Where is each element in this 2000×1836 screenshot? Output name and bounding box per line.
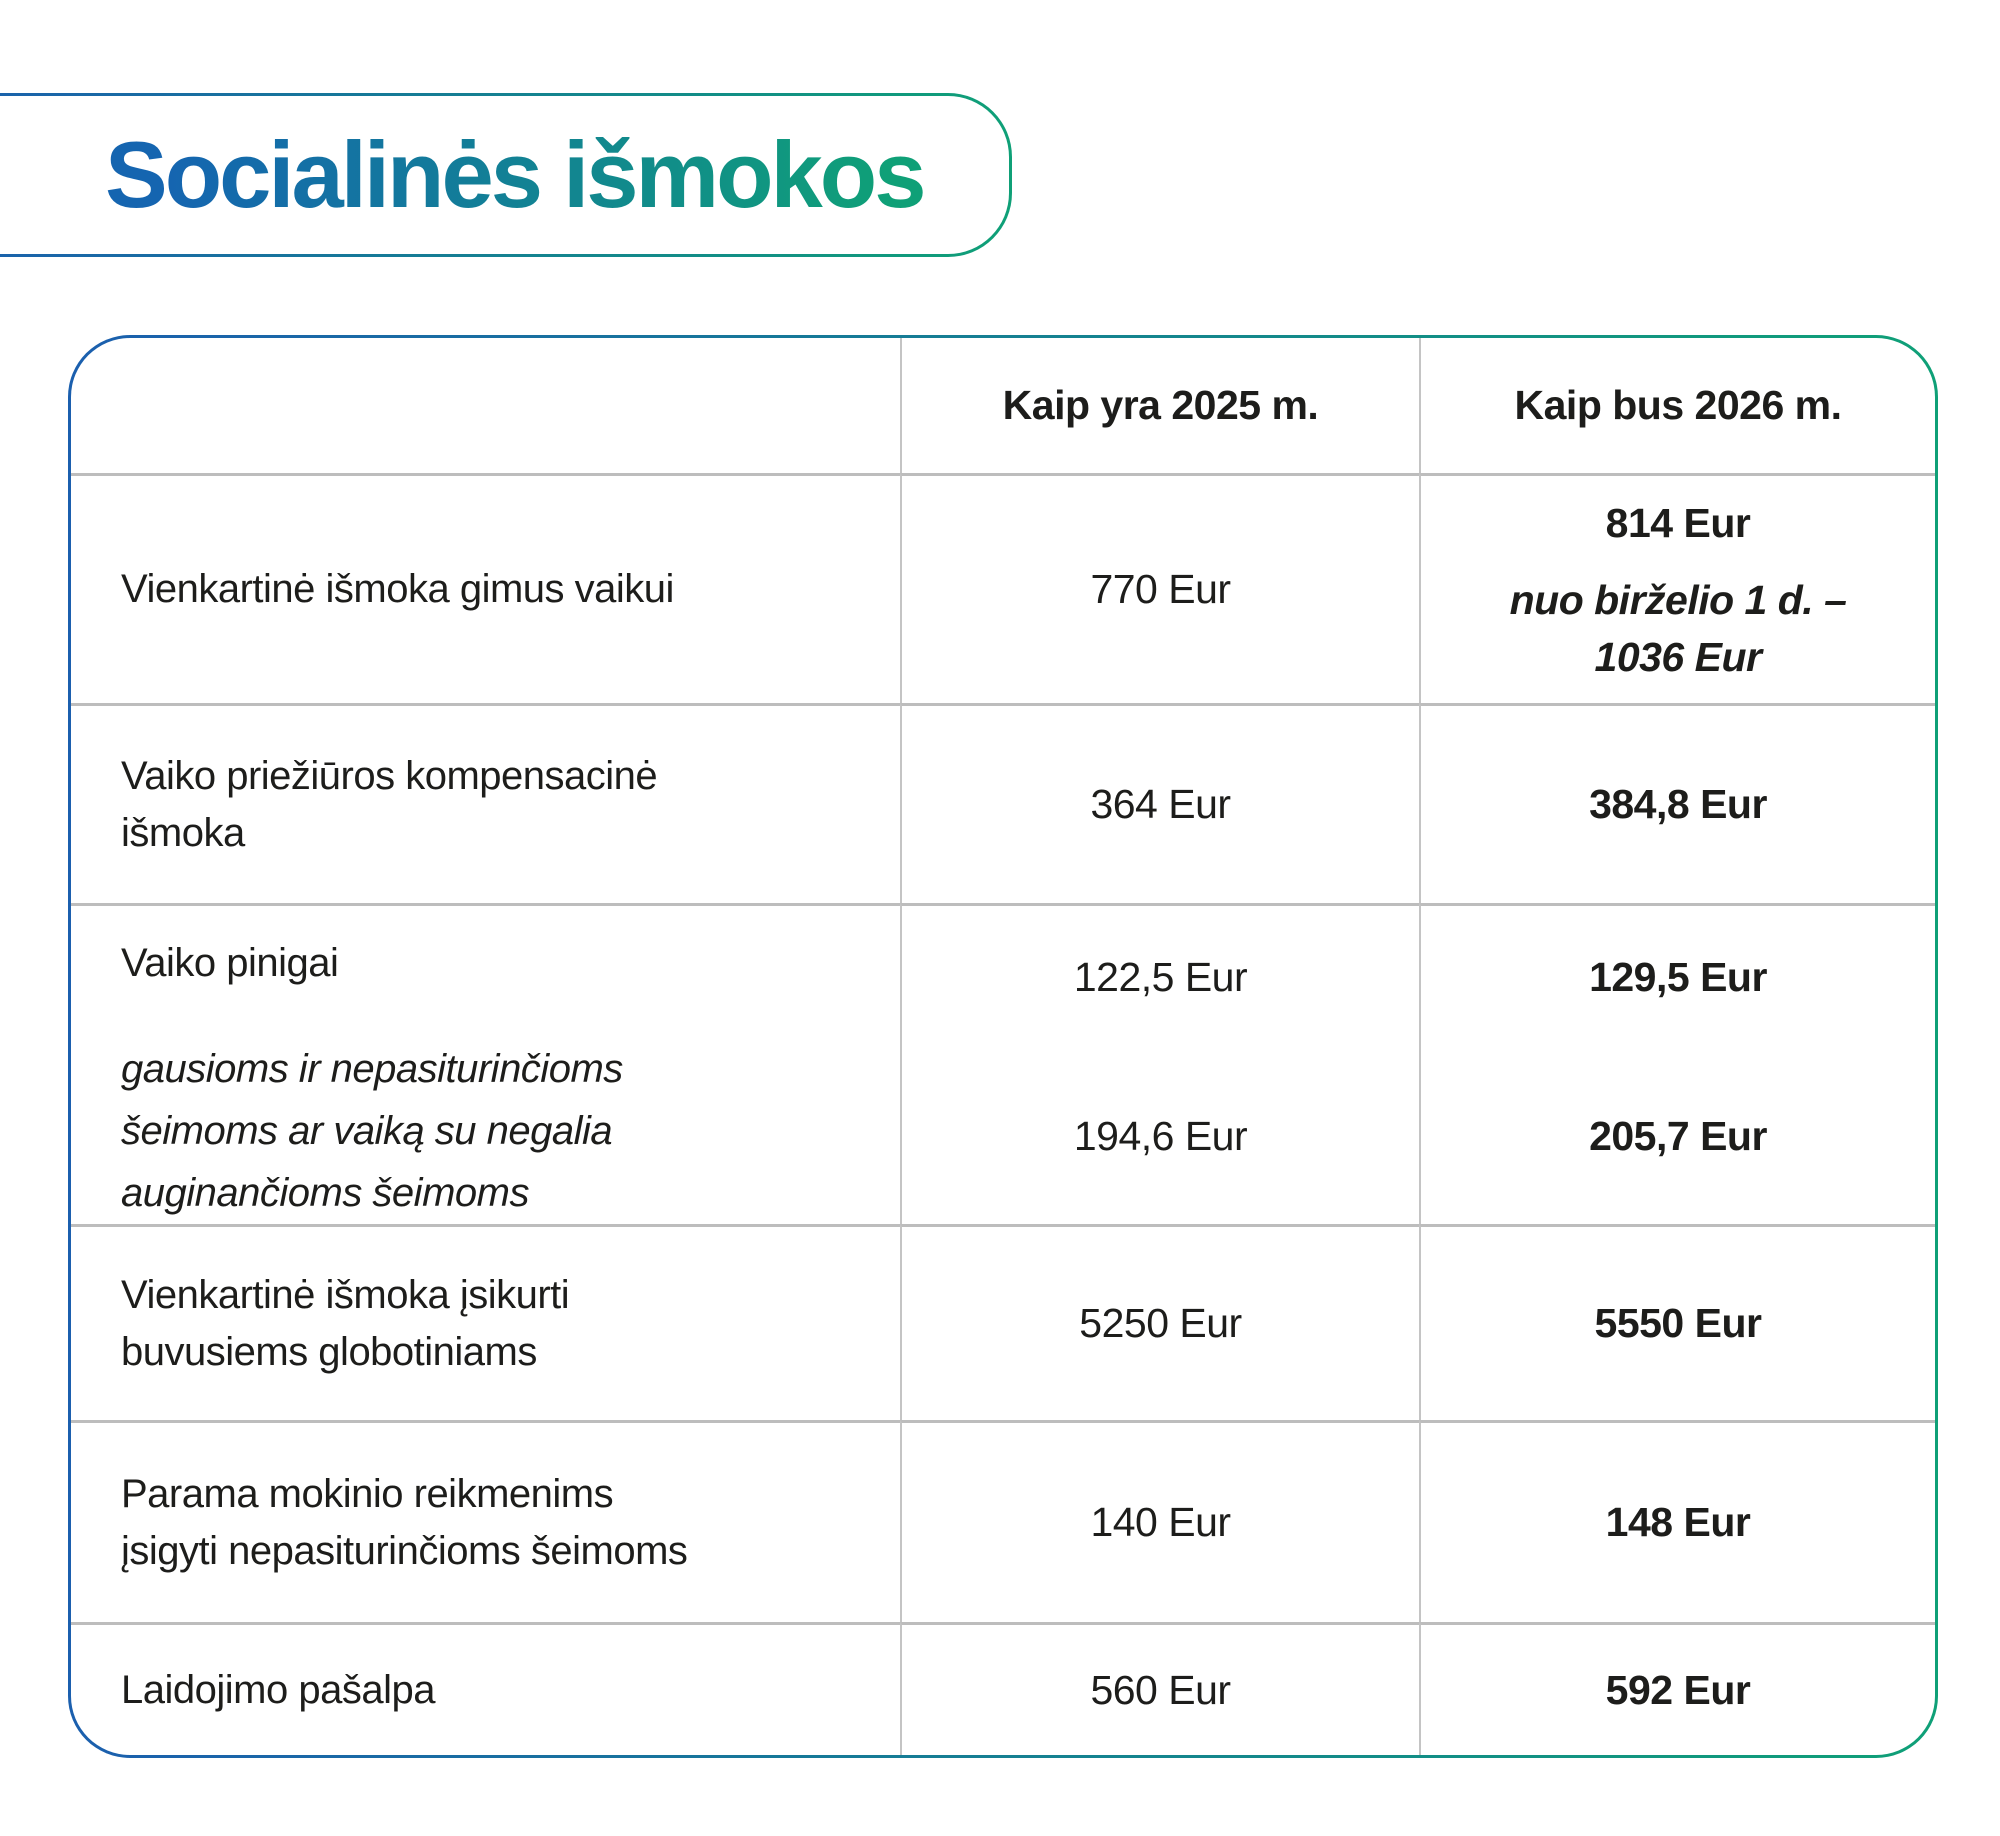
- row-sublabel-lines: [121, 1038, 623, 1224]
- header-empty-cell: [71, 338, 900, 473]
- row-label: [71, 473, 900, 703]
- row-label: [71, 1224, 900, 1420]
- row-label-text: Vienkartinė išmoka gimus vaikui: [121, 567, 674, 612]
- row-sublabel-line: gausioms ir nepasiturinčioms: [121, 1047, 623, 1091]
- value-2026-main: 129,5 Eur: [1589, 953, 1767, 1000]
- value-2025-sub: 194,6 Eur: [1073, 1112, 1248, 1159]
- value-2025: 364 Eur: [900, 703, 1419, 903]
- value-2025: 140 Eur: [900, 1420, 1419, 1622]
- row-label-line: Vaiko priežiūros kompensacinė: [121, 753, 658, 798]
- row-label-text: Laidojimo pašalpa: [121, 1667, 435, 1712]
- value-2025: 5250 Eur: [900, 1224, 1419, 1420]
- row-label-line: įsigyti nepasiturinčioms šeimoms: [121, 1528, 688, 1573]
- row-label-text: Vaiko pinigai: [121, 940, 339, 985]
- row-label-line: buvusiems globotiniams: [121, 1329, 537, 1374]
- row-label-line: Vienkartinė išmoka įsikurti: [121, 1272, 570, 1317]
- title-banner-inner: [0, 96, 1009, 254]
- row-label: [71, 1420, 900, 1622]
- value-2026: 384,8 Eur: [1419, 703, 1935, 903]
- value-2026-note-line: 1036 Eur: [1594, 633, 1762, 680]
- row-sublabel-text: [71, 1020, 900, 1224]
- value-2026: 5550 Eur: [1419, 1224, 1935, 1420]
- row-label-line: Parama mokinio reikmenims: [121, 1471, 614, 1516]
- row-sublabel-line: auginančioms šeimoms: [121, 1171, 529, 1215]
- row-label-text: [121, 1267, 569, 1381]
- value-2026: 148 Eur: [1419, 1420, 1935, 1622]
- row-label: [71, 1622, 900, 1755]
- benefits-table-frame: [68, 335, 1938, 1758]
- value-2026: [1419, 473, 1935, 703]
- value-2025: 560 Eur: [900, 1622, 1419, 1755]
- value-2026: 592 Eur: [1419, 1622, 1935, 1755]
- title-banner: [0, 93, 1012, 257]
- value-2026-note: [1510, 572, 1847, 685]
- value-2025-main: 122,5 Eur: [1073, 953, 1248, 1000]
- row-label: [71, 903, 900, 1224]
- row-label-text: [121, 1466, 687, 1580]
- value-2025: [900, 903, 1419, 1224]
- row-label: [71, 703, 900, 903]
- page-title: Socialinės išmokos: [105, 122, 924, 227]
- value-2025: 770 Eur: [900, 473, 1419, 703]
- value-2026-sub: 205,7 Eur: [1589, 1112, 1767, 1159]
- row-label-text: [121, 748, 657, 862]
- value-2026-note-line: nuo birželio 1 d. –: [1509, 577, 1847, 624]
- header-2026: Kaip bus 2026 m.: [1419, 338, 1935, 473]
- row-sublabel-line: šeimoms ar vaiką su negalia: [121, 1109, 613, 1153]
- benefits-table: [71, 338, 1935, 1755]
- value-2026-main: 814 Eur: [1605, 499, 1751, 546]
- header-2025: Kaip yra 2025 m.: [900, 338, 1419, 473]
- row-label-line: išmoka: [121, 810, 245, 855]
- value-2026: [1419, 903, 1935, 1224]
